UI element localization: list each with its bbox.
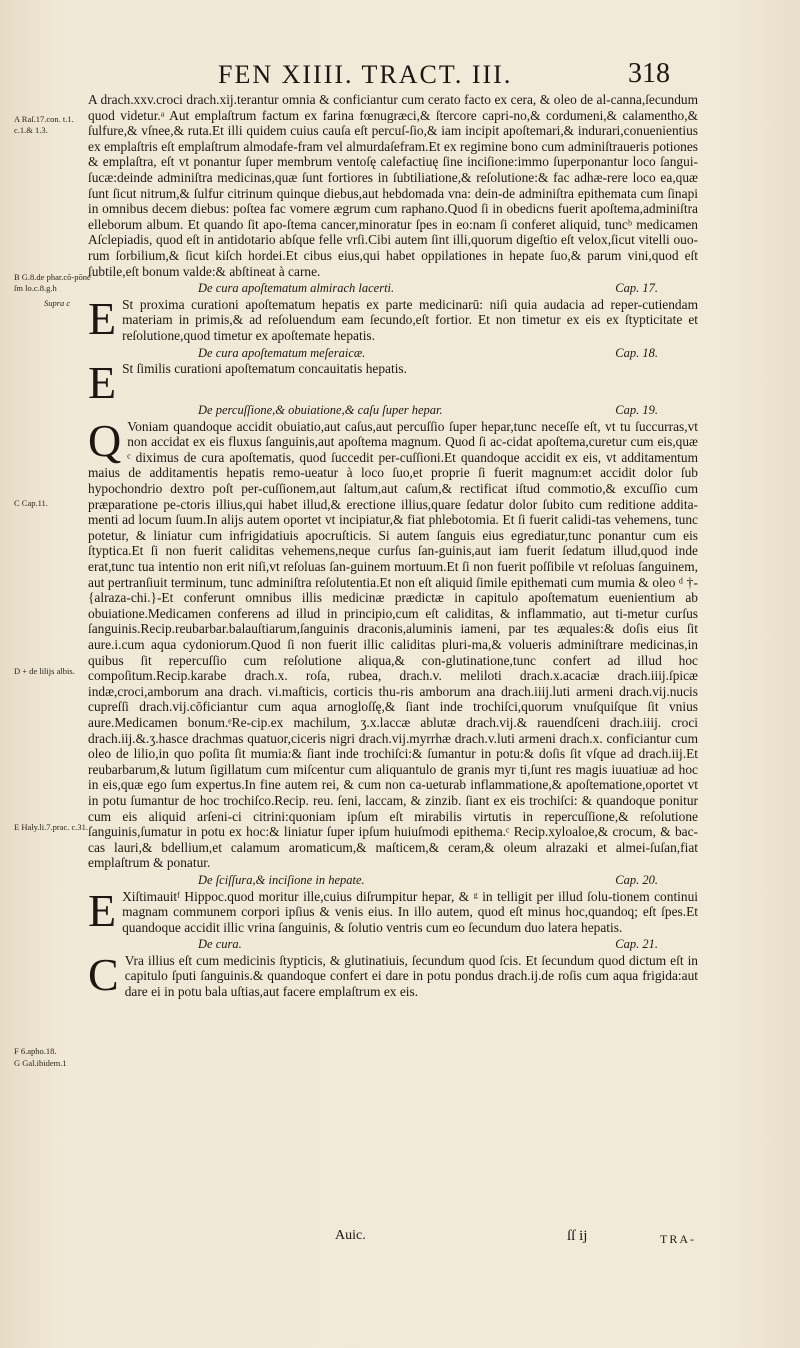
paragraph: C Vra illius eſt cum medicinis ſtypticis, & glutinatiuis, ſecundum quod ſcis. Et ſecundum quod dictum eſt in capitulo ſputi ſanguinis.& quandoque confert ei dare in potu pondus drach.ij.de roſis cum aqua frigida:aut dare ei in potu bala uſtias,aut facere emplaſtrum ex eis. (88, 948, 698, 1000)
drop-cap: E (88, 357, 117, 409)
margin-note: D + de lilijs albis. (14, 666, 75, 676)
page-number: 318 (628, 58, 670, 89)
drop-cap: C (88, 948, 119, 1000)
drop-cap: E (88, 292, 117, 344)
chapter-number: Cap. 20. (615, 872, 658, 887)
margin-note: A Raſ.17.con. t.1. c.1.& 1.3. (14, 114, 74, 135)
chapter-number: Cap. 19. (615, 403, 658, 418)
drop-cap: E (88, 884, 117, 936)
chapter-number: Cap. 17. (615, 281, 658, 296)
chapter-title: De percuſſione,& obuiatione,& caſu ſuper hepar. (198, 403, 443, 418)
paragraph: A drach.xxv.croci drach.xij.terantur omnia & conficiantur cum cerato facto ex cera, & oleo de al-canna,ſecundum quod videtur.ᵃ Aut emplaſtrum factum ex farina fœnugræci,& ſtercore capri-no,& cordumeni,& calamentho,& ſulfure,& vſnee,& ruta.Et illi quidem cuius cauſa eſt percuſ-ſio,& iam incipit apoſtemari,& indurari,conuenientius ex emplaſtris eſt emplaſtrum almodafe-fram vel almurdaſefram.Et ex regimine bono cum adminiſtraueris potiones & emplaſtra, eſt vt ponantur ſuper membrum ventoſę calefactiuę ſine inciſione:immo ſuperponantur loco ſangui-ſucæ:deinde adminiſtra medicinas,quæ ſunt fortiores in ſubtiliatione,& reſolutione:& fac adhæ-rere loco ea,quæ ſunt ſicut nitrum,& ſulfur citrinum quinque diebus,aut hebdomada vna: dein-de adminiſtra epithemata cum ſinapi in omnibus decem diebus: poſtea fac vomere ægrum cum raphano.Quod ſi in obedicns fuerit apoſtema,adminiſtra elleborum album. Et quando ſit apo-ſtema cancer,minoratur ſpes in eo:nam ſi conferet aliquid, tuncᵇ medicamen Aſclepiadis, quod eſt in antidotario abſque felle vrſi.Cibi autem ſint illi,quorum digeſtio eſt velox,ſicut vitelli ouo-rum ſorbilium,& ſicut kiſch hordei.Et cibus eius,qui habet oppilationes in hepate ſuo,& parum vini,quod eſt ſubtile,eſt bonum valde:& abſtineat à carne. (88, 92, 698, 279)
margin-note: C Cap.11. (14, 498, 48, 508)
drop-cap: Q (88, 414, 122, 466)
margin-note: B G.8.de phar.cō-pōne ſm lo.c.8.g.h (14, 272, 91, 293)
catchword-left: Auic. (335, 1228, 366, 1243)
chapter-heading (88, 281, 698, 297)
running-title: FEN XIIII. TRACT. III. (218, 60, 513, 89)
paragraph: E St proxima curationi apoſtematum hepatis ex parte medicinarū: niſi quia audacia ad reper-cutiendam materiam in primis,& ad reſoluendum eam ſecundo,eſt fortior. Et non timetur ex eis ex ſtypticitate et reſolutione,quod timetur ex apoſtemate hepatis. (88, 292, 698, 344)
signature-mark: ſſ ij (567, 1228, 588, 1244)
paragraph: E St ſimilis curationi apoſtematum concauitatis hepatis. (88, 357, 407, 409)
chapter-title: De cura apoſtematum meſeraicæ. (198, 345, 366, 360)
margin-note: Supra c (44, 298, 71, 308)
page-footer (0, 1228, 800, 1258)
chapter-title: De cura. (198, 937, 242, 952)
chapter-title: De ſciſſura,& inciſione in hepate. (198, 872, 365, 887)
catchword: TRA- (660, 1232, 696, 1246)
chapter-number: Cap. 18. (615, 345, 658, 360)
margin-note: F 6.apho.18. (14, 1046, 57, 1056)
chapter-heading (88, 346, 698, 362)
chapter-heading (88, 403, 698, 419)
paragraph: E Xiſtimauitᶠ Hippoc.quod moritur ille,cuius diſrumpitur hepar, & ᵍ in telligit per illud ſolu-tionem continui magnam communem corpori ipſius & venis eius. In illo autem, quod eſt minus hoc,quandoq; eſt ſpes.Et quandoque accidit illic vrina ſanguinis, & ſolutio ventris cum eo ſecundum duo latera hepatis. (88, 884, 698, 936)
margin-note: E Haly.li.7.prac. c.31. (14, 822, 89, 832)
chapter-heading (88, 873, 698, 889)
margin-note: G Gal.ibidem.1 (14, 1058, 67, 1068)
text-body (88, 92, 698, 1000)
chapter-heading (88, 937, 698, 953)
paragraph: Q Voniam quandoque accidit obuiatio,aut caſus,aut percuſſio ſuper hepar,tunc neceſſe eſt, vt tu ſuccurras,vt non accidat ex eis fluxus ſanguinis,aut apoſtema magnum. Quod ſi ac-cidat apoſtema,curetur cum eis,quæ ᶜ diximus de cura apoſtematis, quod ſuccedit per-cuſſioni.Et quandoque accidit ex eis, vt additamentum maius de additamentis hepatis remo-ueatur à loco ſuo,et proprie ſi fuerit magnum:et accidit dolor ſub hypochondrio dextro poſt per-cuſſionem,aut ſaltum,aut caſum,& rectificat iſtud commotio,& excuſſio cum præparatione pe-ctoris illius,qui habet illud,& erectione illius,quare ſedatur dolor ſubito cum reditione addita-menti ad locum ſuum.In alijs autem oportet vt incipiatur,& fiat phlebotomia. Et ſi fuerit calidi-tas vehemens, tunc potetur, & liniatur cum infrigidatiuis apocruſticis. Si autem ſanguis eius egrediatur,tunc ponantur cum eis ſtyptica.Et ſi non fuerit caliditas vehemens,neque curſus ſan-guinis,aut iam fuerit ſedatum illud,quod inde erat,tunc tua intentio non erit niſi,vt reſoluas ſan-guinem mortuum.Et ſi non fuerit poſſibile vt reſoluas ſanguinem, aut pertranſiuit terminum, tunc adminiſtra reſolutentia.Et non eſt aliquid ſimile epithemati cum mumia & oleo ᵈ †-{alraza-chi.}-Et conferunt omnibus illis medicinæ prædictæ in capitulo apoſtematum euenientium ab obuiatione.Medicamen conferens ad illud in principio,cum eſt caliditas, & inflammatio, aut ti-metur curſus ſanguinis.Recip.reubarbar.balauſtiarum,ſanguinis draconis,aluminis iameni, par tes æquales:& doſis eius ſit aure.i.cum aqua cydoniorum.Quod ſi non fuerit illic caliditas pluri-ma,& volueris adminiſtrare medicinas,in quibus ſit repercuſſio cum reſolutione aliqua,& con-glutinatione,tunc confert ad illud hoc compoſitum.Recip.karabe drach.x. roſa, rubea, drach.v. meliloti drach.x.acaciæ drach.iiij.ſpicæ indæ,croci,amborum ana drach. vi.maſticis, corticis thu-ris amborum ana drach.iiij.luti armeni drach.vij.nucis cupreſſi drach.vij.cōficiantur cum aqua arnogloſſę,& ſiant inde trochiſci,quorum vnuſquiſque ſit vnius aure.Medicamen bonum.ᵉRe-cip.ex machilum, ʒ.x.laccæ ablutæ drach.vij.& rauendſceni drach.iiij. croci drach.iij.&.ʒ.hasce drachmas quatuor,ciceris nigri drach.vij.myrrhæ drach.v.luti armeni drach.x. conficiantur cum oleo de lilio,in quo poſita ſit mumia:& ſiant inde trochiſci:& ſumantur in potu:& doſis ſit vſque ad drach.iij.Et reubarbarum,& lutum ſigillatum cum miſcentur cum aliquantulo de granis myr ti,ſunt res magis iuuatiuæ ad hoc in eis,quæ ego ſum expertus.In fine autem rei, & cum non ca-ueturab inflammatione,& apoſtematione,oportet vt in potu ſumantur de hoc trochiſco.Recip. reu. ſeni, laccam, & zinzib. ſiant ex eis trochiſci: & quandoque ponitur cum eis aliquid arſeni-ci citrini:quoniam ipſum eſt mirabilis virtutis in repercuſſione,& reſolutione ſanguinis,ſumatur in potu ex hoc:& liniatur ſuper ipſum huiuſmodi epithema.ᶜ Recip.xyloaloe,& crocum, & bac-cas lauri,& bdellium,et calamum aromaticum,& maſticem,& ceram,& oleum alrazaki et almei-ſuſan,fiat emplaſtrum & ponatur. (88, 414, 698, 871)
chapter-title: De cura apoſtematum almirach lacerti. (198, 281, 395, 296)
chapter-number: Cap. 21. (615, 937, 658, 952)
